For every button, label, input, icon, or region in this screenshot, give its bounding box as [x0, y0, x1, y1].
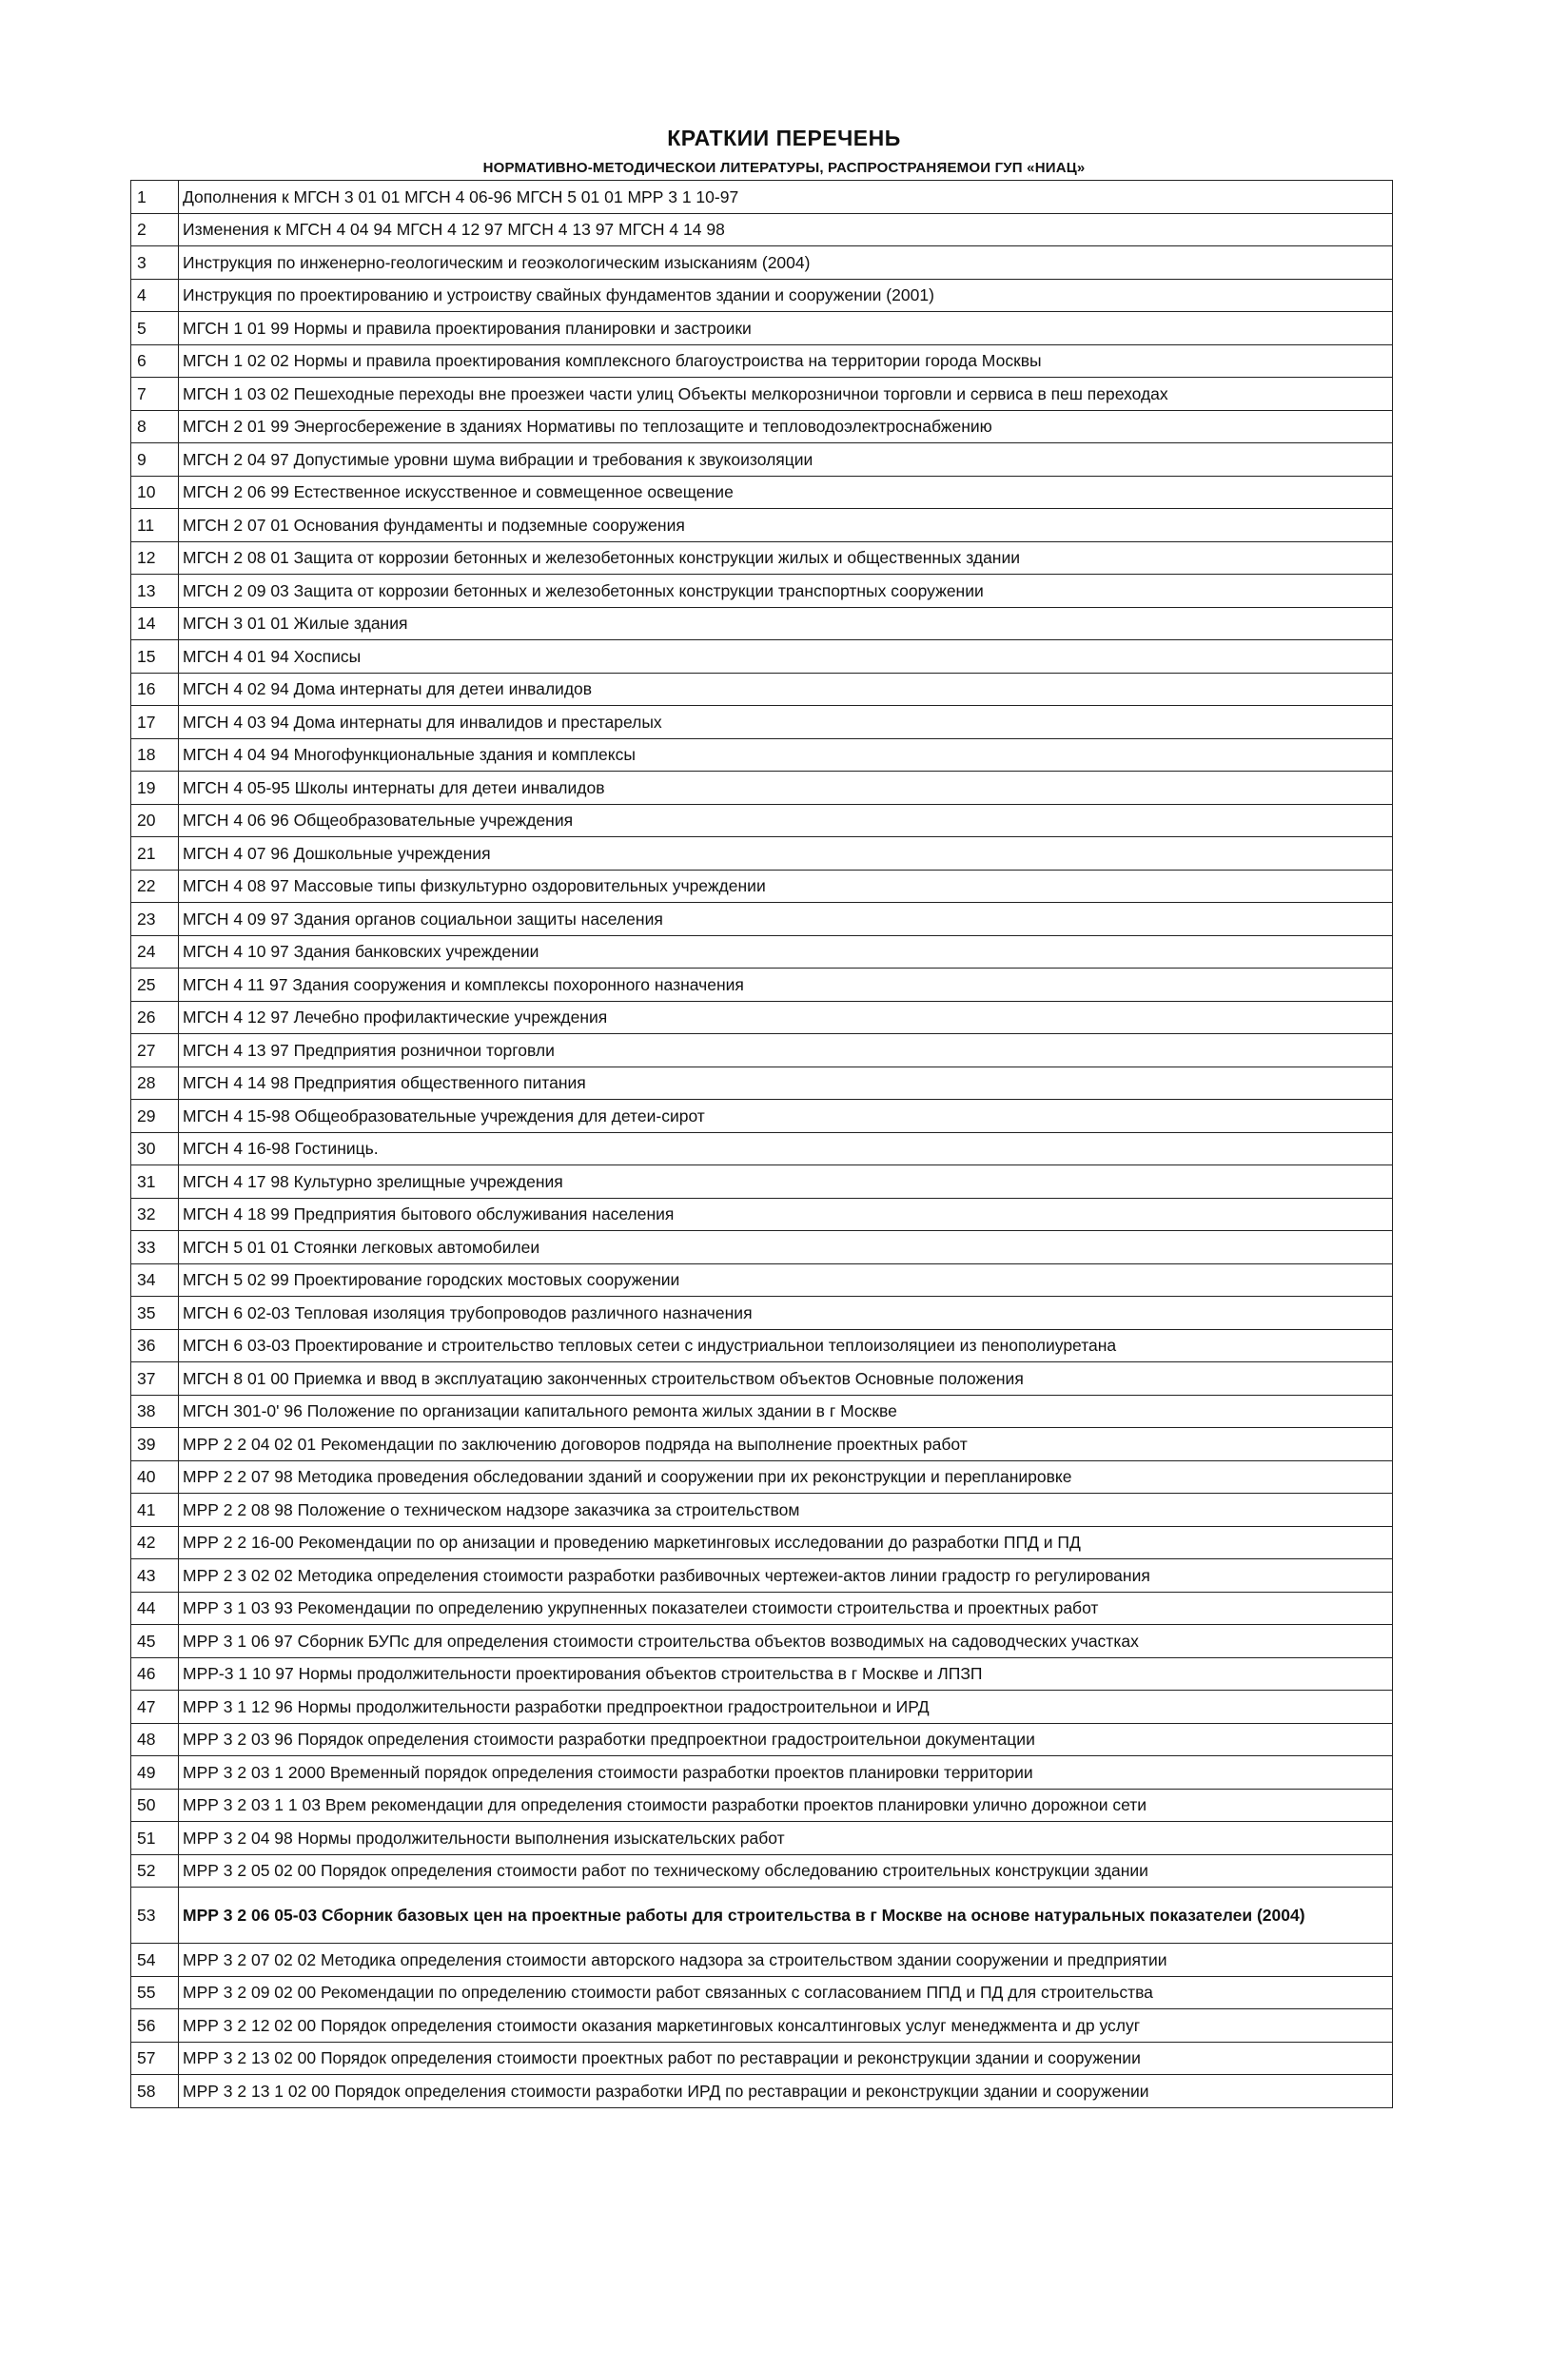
row-number: 22 [131, 870, 179, 903]
row-number: 25 [131, 969, 179, 1002]
table-row [131, 1854, 1393, 1888]
table-row [131, 541, 1393, 575]
document-title: МГСН 4 06 96 Общеобразовательные учреждения [179, 804, 1393, 837]
row-number: 33 [131, 1231, 179, 1264]
document-title: МГСН 4 10 97 Здания банковских учреждении [179, 935, 1393, 969]
row-number: 21 [131, 837, 179, 871]
row-number: 50 [131, 1789, 179, 1822]
table-row [131, 837, 1393, 871]
row-number: 37 [131, 1362, 179, 1396]
table-row [131, 1976, 1393, 2009]
document-title: МГСН 6 03-03 Проектирование и строительство тепловых сетеи с индустриальнои теплоизоляциеи из пенополиуретана [179, 1329, 1393, 1362]
table-row [131, 640, 1393, 674]
row-number: 47 [131, 1691, 179, 1724]
table-row [131, 1888, 1393, 1944]
document-title: Изменения к МГСН 4 04 94 МГСН 4 12 97 МГСН 4 13 97 МГСН 4 14 98 [179, 213, 1393, 246]
document-title: МГСН 5 01 01 Стоянки легковых автомобилеи [179, 1231, 1393, 1264]
table-row [131, 1822, 1393, 1855]
document-title: МГСН 2 04 97 Допустимые уровни шума вибрации и требования к звукоизоляции [179, 443, 1393, 477]
table-row [131, 1526, 1393, 1559]
table-row [131, 509, 1393, 542]
document-title: МРР 3 1 03 93 Рекомендации по определению укрупненных показателеи стоимости строительства и проектных работ [179, 1592, 1393, 1625]
table-row [131, 1263, 1393, 1297]
row-number: 38 [131, 1395, 179, 1428]
document-title: МРР 3 2 12 02 00 Порядок определения стоимости оказания маркетинговых консалтинговых услуг менеджмента и др услуг [179, 2009, 1393, 2043]
table-row [131, 804, 1393, 837]
row-number: 39 [131, 1428, 179, 1461]
document-title: МГСН 4 01 94 Хосписы [179, 640, 1393, 674]
table-row [131, 213, 1393, 246]
document-title: МРР-3 1 10 97 Нормы продолжительности проектирования объектов строительства в г Москве и ЛПЗП [179, 1657, 1393, 1691]
row-number: 53 [131, 1888, 179, 1944]
row-number: 51 [131, 1822, 179, 1855]
row-number: 30 [131, 1132, 179, 1165]
row-number: 46 [131, 1657, 179, 1691]
row-number: 8 [131, 410, 179, 443]
document-title: МГСН 1 03 02 Пешеходные переходы вне проезжеи части улиц Объекты мелкорозничнои торговли и сервиса в пеш переходах [179, 378, 1393, 411]
document-title: МГСН 4 15-98 Общеобразовательные учреждения для детеи-сирот [179, 1100, 1393, 1133]
document-title: МГСН 5 02 99 Проектирование городских мостовых сооружении [179, 1263, 1393, 1297]
document-title: МГСН 2 01 99 Энергосбережение в зданиях Нормативы по теплозащите и тепловодоэлектроснабжению [179, 410, 1393, 443]
document-title: МГСН 4 18 99 Предприятия бытового обслуживания населения [179, 1198, 1393, 1231]
table-row [131, 378, 1393, 411]
document-title: МГСН 3 01 01 Жилые здания [179, 607, 1393, 640]
document-title: МГСН 2 08 01 Защита от коррозии бетонных и железобетонных конструкции жилых и общественных здании [179, 541, 1393, 575]
row-number: 16 [131, 673, 179, 706]
row-number: 9 [131, 443, 179, 477]
document-title: МРР 3 2 06 05-03 Сборник базовых цен на проектные работы для строительства в г Москве на основе натуральных показателеи (2004) [179, 1888, 1393, 1944]
row-number: 19 [131, 772, 179, 805]
table-row [131, 1559, 1393, 1593]
document-title: МГСН 4 08 97 Массовые типы физкультурно оздоровительных учреждении [179, 870, 1393, 903]
table-row [131, 1657, 1393, 1691]
table-row [131, 1625, 1393, 1658]
page-subtitle: НОРМАТИВНО-МЕТОДИЧЕСКОИ ЛИТЕРАТУРЫ, РАСПРОСТРАНЯЕМОИ ГУП «НИАЦ» [482, 160, 1086, 176]
document-title: МГСН 4 04 94 Многофункциональные здания и комплексы [179, 738, 1393, 772]
row-number: 15 [131, 640, 179, 674]
row-number: 7 [131, 378, 179, 411]
row-number: 1 [131, 181, 179, 214]
row-number: 57 [131, 2042, 179, 2075]
table-row [131, 1034, 1393, 1067]
document-title: МГСН 4 09 97 Здания органов социальнои защиты населения [179, 903, 1393, 936]
table-row [131, 1067, 1393, 1100]
row-number: 28 [131, 1067, 179, 1100]
row-number: 43 [131, 1559, 179, 1593]
document-title: МГСН 1 01 99 Нормы и правила проектирования планировки и застроики [179, 312, 1393, 345]
row-number: 31 [131, 1165, 179, 1199]
row-number: 55 [131, 1976, 179, 2009]
document-title: Дополнения к МГСН 3 01 01 МГСН 4 06-96 МГСН 5 01 01 МРР 3 1 10-97 [179, 181, 1393, 214]
table-row [131, 1231, 1393, 1264]
table-row [131, 1494, 1393, 1527]
document-title: МГСН 301-0' 96 Положение по организации капитального ремонта жилых здании в г Москве [179, 1395, 1393, 1428]
table-row [131, 1362, 1393, 1396]
row-number: 6 [131, 344, 179, 378]
row-number: 48 [131, 1723, 179, 1756]
row-number: 45 [131, 1625, 179, 1658]
row-number: 29 [131, 1100, 179, 1133]
document-title: МГСН 2 06 99 Естественное искусственное и совмещенное освещение [179, 476, 1393, 509]
table-row [131, 1944, 1393, 1977]
row-number: 4 [131, 279, 179, 312]
row-number: 41 [131, 1494, 179, 1527]
document-title: Инструкция по инженерно-геологическим и геоэкологическим изысканиям (2004) [179, 246, 1393, 280]
row-number: 56 [131, 2009, 179, 2043]
row-number: 40 [131, 1460, 179, 1494]
table-row [131, 476, 1393, 509]
table-row [131, 1165, 1393, 1199]
table-row [131, 410, 1393, 443]
document-title: МРР 3 2 03 1 2000 Временный порядок определения стоимости разработки проектов планировки территории [179, 1756, 1393, 1790]
row-number: 49 [131, 1756, 179, 1790]
table-row [131, 246, 1393, 280]
table-row [131, 1789, 1393, 1822]
row-number: 32 [131, 1198, 179, 1231]
table-row [131, 1723, 1393, 1756]
document-title: МГСН 4 13 97 Предприятия розничнои торговли [179, 1034, 1393, 1067]
document-title: МРР 3 2 13 02 00 Порядок определения стоимости проектных работ по реставрации и реконструкции здании и сооружении [179, 2042, 1393, 2075]
document-title: МРР 2 3 02 02 Методика определения стоимости разработки разбивочных чертежеи-актов линии градостр го регулирования [179, 1559, 1393, 1593]
table-row [131, 1100, 1393, 1133]
row-number: 18 [131, 738, 179, 772]
row-number: 20 [131, 804, 179, 837]
table-row [131, 1428, 1393, 1461]
row-number: 26 [131, 1001, 179, 1034]
row-number: 17 [131, 706, 179, 739]
row-number: 44 [131, 1592, 179, 1625]
document-title: МГСН 4 16-98 Гостиниць. [179, 1132, 1393, 1165]
document-title: МГСН 4 05-95 Школы интернаты для детеи инвалидов [179, 772, 1393, 805]
publications-table [130, 180, 1393, 2108]
document-title: МГСН 4 17 98 Культурно зрелищные учреждения [179, 1165, 1393, 1199]
document-title: МГСН 4 11 97 Здания сооружения и комплексы похоронного назначения [179, 969, 1393, 1002]
row-number: 12 [131, 541, 179, 575]
table-row [131, 575, 1393, 608]
row-number: 11 [131, 509, 179, 542]
row-number: 52 [131, 1854, 179, 1888]
table-row [131, 2075, 1393, 2108]
row-number: 14 [131, 607, 179, 640]
table-row [131, 673, 1393, 706]
document-title: МРР 3 2 04 98 Нормы продолжительности выполнения изыскательских работ [179, 1822, 1393, 1855]
document-title: МРР 2 2 04 02 01 Рекомендации по заключению договоров подряда на выполнение проектных работ [179, 1428, 1393, 1461]
document-title: МГСН 6 02-03 Тепловая изоляция трубопроводов различного назначения [179, 1297, 1393, 1330]
row-number: 23 [131, 903, 179, 936]
document-title: Инструкция по проектированию и устроиству свайных фундаментов здании и сооружении (2001) [179, 279, 1393, 312]
table-row [131, 1756, 1393, 1790]
table-row [131, 181, 1393, 214]
row-number: 13 [131, 575, 179, 608]
document-title: МГСН 4 07 96 Дошкольные учреждения [179, 837, 1393, 871]
document-title: МГСН 4 03 94 Дома интернаты для инвалидов и престарелых [179, 706, 1393, 739]
row-number: 58 [131, 2075, 179, 2108]
table-row [131, 1592, 1393, 1625]
table-row [131, 1198, 1393, 1231]
row-number: 35 [131, 1297, 179, 1330]
row-number: 3 [131, 246, 179, 280]
table-row [131, 1001, 1393, 1034]
document-title: МРР 3 1 12 96 Нормы продолжительности разработки предпроектнои градостроительнои и ИРД [179, 1691, 1393, 1724]
document-title: МГСН 2 09 03 Защита от коррозии бетонных и железобетонных конструкции транспортных сооружении [179, 575, 1393, 608]
document-title: МГСН 1 02 02 Нормы и правила проектирования комплексного благоустроиства на территории города Москвы [179, 344, 1393, 378]
row-number: 24 [131, 935, 179, 969]
table-row [131, 312, 1393, 345]
table-row [131, 2042, 1393, 2075]
table-row [131, 1132, 1393, 1165]
row-number: 36 [131, 1329, 179, 1362]
document-title: МРР 3 2 07 02 02 Методика определения стоимости авторского надзора за строительством здании сооружении и предприятии [179, 1944, 1393, 1977]
document-title: МГСН 8 01 00 Приемка и ввод в эксплуатацию законченных строительством объектов Основные положения [179, 1362, 1393, 1396]
table-row [131, 1460, 1393, 1494]
row-number: 54 [131, 1944, 179, 1977]
table-row [131, 935, 1393, 969]
row-number: 34 [131, 1263, 179, 1297]
row-number: 42 [131, 1526, 179, 1559]
document-title: МРР 3 1 06 97 Сборник БУПс для определения стоимости строительства объектов возводимых на садоводческих участках [179, 1625, 1393, 1658]
table-row [131, 279, 1393, 312]
table-row [131, 1329, 1393, 1362]
table-row [131, 969, 1393, 1002]
document-title: МРР 3 2 03 1 1 03 Врем рекомендации для определения стоимости разработки проектов планировки улично дорожнои сети [179, 1789, 1393, 1822]
row-number: 10 [131, 476, 179, 509]
table-row [131, 870, 1393, 903]
table-row [131, 344, 1393, 378]
document-title: МРР 3 2 03 96 Порядок определения стоимости разработки предпроектнои градостроительнои документации [179, 1723, 1393, 1756]
table-row [131, 706, 1393, 739]
table-row [131, 443, 1393, 477]
document-title: МРР 3 2 05 02 00 Порядок определения стоимости работ по техническому обследованию строительных конструкции здании [179, 1854, 1393, 1888]
document-title: МРР 2 2 08 98 Положение о техническом надзоре заказчика за строительством [179, 1494, 1393, 1527]
row-number: 27 [131, 1034, 179, 1067]
publications-table-body [131, 181, 1393, 2108]
document-title: МГСН 4 12 97 Лечебно профилактические учреждения [179, 1001, 1393, 1034]
row-number: 2 [131, 213, 179, 246]
table-row [131, 1691, 1393, 1724]
table-row [131, 607, 1393, 640]
table-row [131, 2009, 1393, 2043]
document-title: МГСН 4 02 94 Дома интернаты для детеи инвалидов [179, 673, 1393, 706]
page-title: КРАТКИИ ПЕРЕЧЕНЬ [667, 126, 901, 150]
document-title: МРР 2 2 16-00 Рекомендации по ор анизации и проведению маркетинговых исследовании до разработки ППД и ПД [179, 1526, 1393, 1559]
publications-table-container [130, 180, 1392, 2108]
table-row [131, 738, 1393, 772]
table-row [131, 1395, 1393, 1428]
table-row [131, 903, 1393, 936]
document-title: МРР 3 2 13 1 02 00 Порядок определения стоимости разработки ИРД по реставрации и реконструкции здании и сооружении [179, 2075, 1393, 2108]
table-row [131, 772, 1393, 805]
document-title: МГСН 2 07 01 Основания фундаменты и подземные сооружения [179, 509, 1393, 542]
row-number: 5 [131, 312, 179, 345]
document-title: МРР 3 2 09 02 00 Рекомендации по определению стоимости работ связанных с согласованием ППД и ПД для строительства [179, 1976, 1393, 2009]
document-title: МРР 2 2 07 98 Методика проведения обследовании зданий и сооружении при их реконструкции и перепланировке [179, 1460, 1393, 1494]
document-title: МГСН 4 14 98 Предприятия общественного питания [179, 1067, 1393, 1100]
table-row [131, 1297, 1393, 1330]
